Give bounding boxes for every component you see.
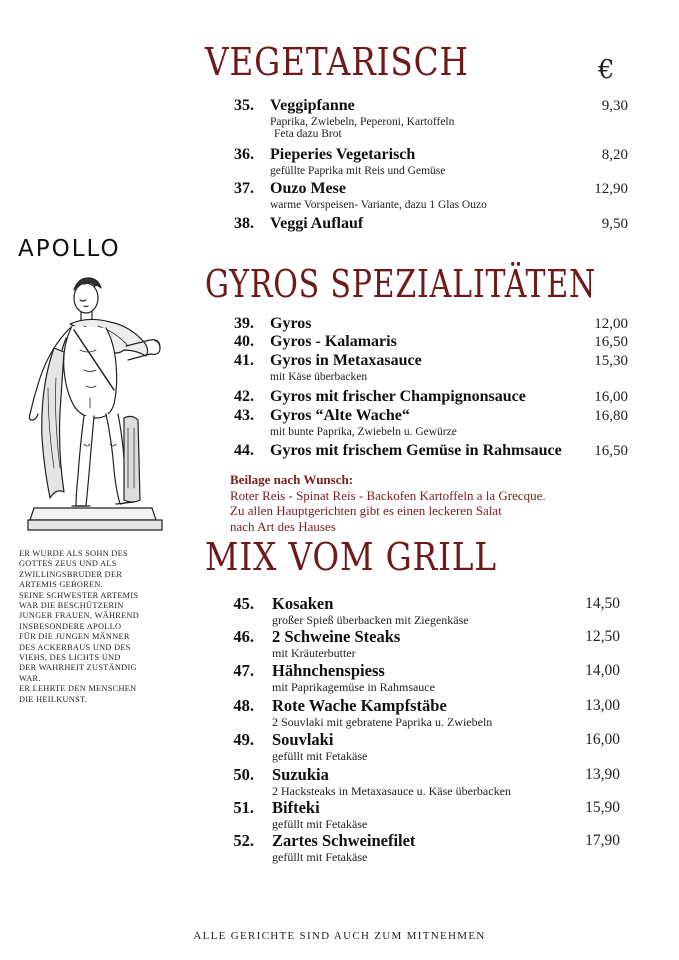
item-price: 14,00 [585,662,620,679]
item-name: Bifteki [272,798,320,817]
item-name: Gyros “Alte Wache“ [270,407,410,424]
item-description: gefüllt mit Fetakäse [272,817,368,831]
side-dish-line: Zu allen Hauptgerichten gibt es einen leckeren Salat [230,503,502,518]
item-price: 9,30 [601,98,628,114]
bio-line: DER WAHRHEIT ZUSTÄNDIG [19,663,137,673]
item-price: 15,30 [594,353,628,369]
item-name: Gyros - Kalamaris [270,333,397,350]
item-number: 42. [234,388,254,405]
item-number: 43. [234,407,254,424]
item-name: Veggi Auflauf [270,215,364,232]
item-name: Kosaken [272,594,334,613]
sidebar-bio [19,549,159,705]
item-price: 15,90 [585,799,620,816]
bio-line: DIE HEILKUNST. [19,694,88,704]
item-number: 49. [233,730,254,749]
item-name: Veggipfanne [270,97,355,114]
side-dish-label: Beilage nach Wunsch: [230,472,354,487]
item-price: 16,80 [594,408,628,424]
currency-symbol: € [598,55,615,85]
item-number: 35. [234,97,254,114]
footer-note: ALLE GERICHTE SIND AUCH ZUM MITNEHMEN [193,930,486,942]
bio-line: WAR. [19,673,41,683]
item-description: mit Paprikagemüse in Rahmsauce [272,680,435,694]
item-price: 13,90 [585,766,620,783]
item-description: mit bunte Paprika, Zwiebeln u. Gewürze [270,426,457,438]
bio-line: ER WURDE ALS SOHN DES [19,549,128,558]
bio-line: ER LEHRTE DEN MENSCHEN [19,684,137,694]
item-name: Rote Wache Kampfstäbe [272,696,447,715]
side-dish-line: nach Art des Hauses [230,518,336,534]
item-price: 9,50 [601,216,628,232]
bio-line: SEINE SCHWESTER ARTEMIS [19,590,139,600]
item-number: 51. [233,798,254,817]
item-description: Paprika, Zwiebeln, Peperoni, Kartoffeln [270,116,455,128]
item-price: 17,90 [585,832,620,849]
bio-line: ARTEMIS GEBOREN. [19,580,104,590]
item-number: 38. [234,215,254,232]
item-name: Pieperies Vegetarisch [270,146,416,163]
item-description: gefüllte Paprika mit Reis und Gemüse [270,165,446,177]
section-title-vegetarisch: VEGETARISCH [205,40,469,84]
item-number: 39. [234,315,254,332]
item-number: 52. [233,831,254,850]
bio-line: VIEHS, DES LICHTS UND [19,653,121,663]
bio-line: GOTTES ZEUS UND ALS [19,559,117,569]
item-description: gefüllt mit Fetakäse [272,749,368,763]
item-price: 14,50 [585,595,620,612]
bio-line: JUNGER FRAUEN, WÄHREND [19,611,140,621]
side-dish-note [230,472,546,534]
item-number: 45. [233,594,254,613]
item-name: Gyros [270,315,312,332]
item-name: Zartes Schweinefilet [272,831,416,850]
item-price: 16,50 [594,443,628,459]
item-price: 16,50 [594,334,628,350]
item-description: mit Käse überbacken [270,371,368,383]
section-title-grill: MIX VOM GRILL [205,535,497,579]
item-name: Hähnchenspiess [272,661,385,680]
apollo-statue-icon [14,268,164,536]
item-description: warme Vorspeisen- Variante, dazu 1 Glas Ouzo [270,199,487,211]
item-name: Souvlaki [272,730,334,749]
bio-line: WAR DIE BESCHÜTZERIN [19,601,124,611]
item-name: Suzukia [272,765,329,784]
sidebar-title: APOLLO [18,236,121,262]
item-description: mit Kräuterbutter [272,646,356,660]
item-name: Gyros mit frischer Champignonsauce [270,388,526,405]
item-number: 47. [233,661,254,680]
item-number: 37. [234,180,254,197]
bio-line: DES ACKERBAUS UND DES [19,642,131,652]
item-number: 48. [233,696,254,715]
item-number: 50. [233,765,254,784]
item-price: 12,00 [594,316,628,332]
item-description: großer Spieß überbacken mit Ziegenkäse [272,613,469,627]
item-price: 12,90 [594,181,628,197]
item-description: gefüllt mit Fetakäse [272,850,368,864]
item-description: Feta dazu Brot [274,128,342,140]
item-description: 2 Souvlaki mit gebratene Paprika u. Zwiebeln [272,715,493,729]
item-price: 8,20 [601,147,628,163]
section-title-gyros: GYROS SPEZIALITÄTEN [205,262,597,306]
item-number: 46. [233,627,254,646]
item-price: 13,00 [585,697,620,714]
bio-line: INSBESONDERE APOLLO [19,621,122,631]
item-name: Gyros in Metaxasauce [270,352,422,369]
bio-line: ZWILLINGSBRUDER DER [19,569,123,579]
item-price: 16,00 [585,731,620,748]
item-number: 40. [234,333,254,350]
side-dish-line: Roter Reis - Spinat Reis - Backofen Kartoffeln a la Grecque. [230,487,546,503]
item-number: 41. [234,352,254,369]
item-number: 36. [234,146,254,163]
item-price: 12,50 [585,628,620,645]
item-name: 2 Schweine Steaks [272,627,401,646]
bio-line: FÜR DIE JUNGEN MÄNNER [19,632,130,642]
item-description: 2 Hacksteaks in Metaxasauce u. Käse überbacken [272,784,511,798]
item-number: 44. [234,442,254,459]
item-name: Gyros mit frischem Gemüse in Rahmsauce [270,442,562,459]
item-name: Ouzo Mese [270,180,346,197]
item-price: 16,00 [594,389,628,405]
